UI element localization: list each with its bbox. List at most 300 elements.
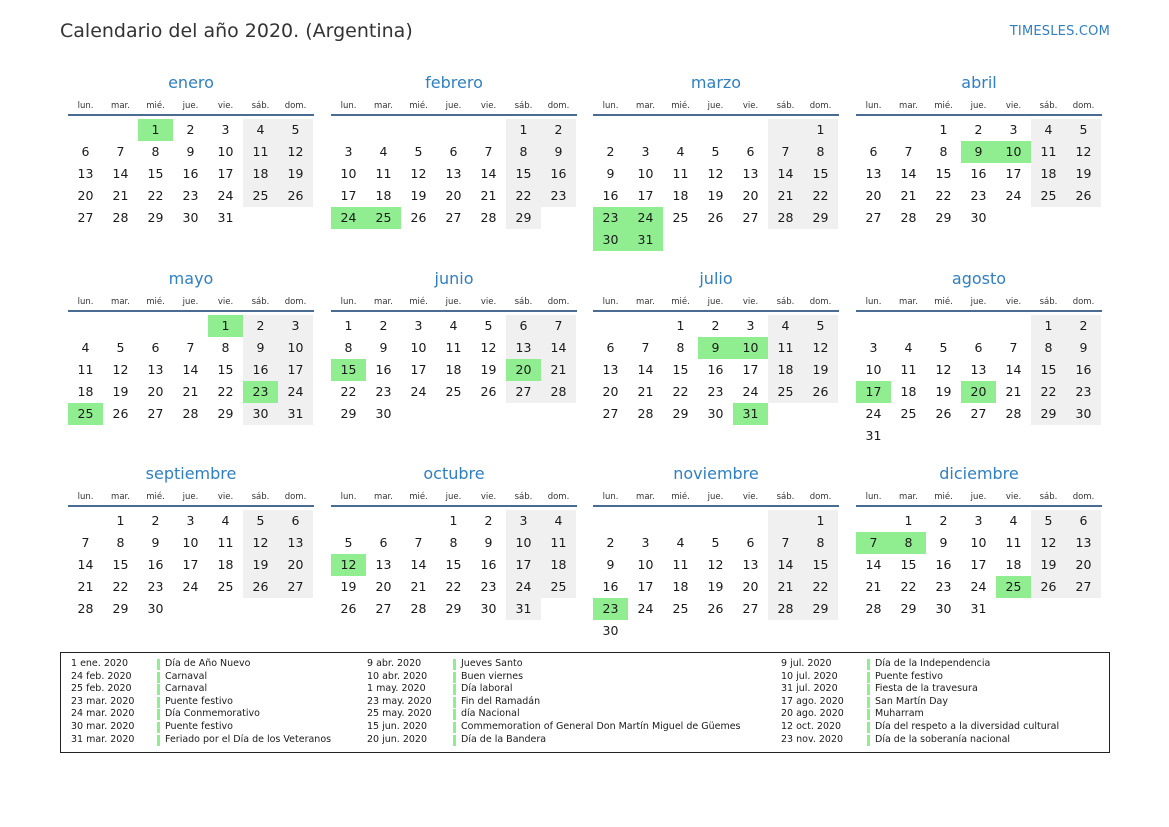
- legend-holiday-name: Día del respeto a la diversidad cultural: [875, 720, 1060, 732]
- holiday-day-cell: 30: [593, 229, 628, 251]
- empty-day-cell: [243, 598, 278, 620]
- weekday-label: mar.: [374, 101, 393, 111]
- day-cell: 20: [375, 579, 392, 594]
- day-cell: 5: [116, 340, 125, 355]
- day-cell: 23: [707, 384, 724, 399]
- legend-color-swatch: [453, 735, 456, 746]
- day-cell: 27: [445, 210, 462, 225]
- empty-day-cell: [663, 510, 698, 532]
- day-cell: 9: [606, 166, 615, 181]
- day-cell: 9: [1066, 337, 1101, 359]
- week-row: [856, 576, 1102, 598]
- day-cell: 21: [637, 384, 654, 399]
- weekday-label: mié.: [934, 297, 953, 307]
- legend-color-swatch: [453, 709, 456, 720]
- day-cell: 7: [1009, 340, 1018, 355]
- legend-holiday-name: Feriado por el Día de los Veteranos: [165, 733, 332, 745]
- legend-date: 25 may. 2020: [367, 708, 432, 720]
- legend-date: 12 oct. 2020: [781, 720, 842, 732]
- weekday-label: mar.: [111, 101, 130, 111]
- weekday-label: vie.: [742, 492, 759, 502]
- month-abril: [856, 72, 1102, 229]
- weekday-label: jue.: [707, 492, 724, 502]
- weekday-label: mar.: [899, 101, 918, 111]
- holiday-day-cell: 20: [506, 359, 541, 381]
- weekday-label: mar.: [636, 297, 655, 307]
- day-cell: 13: [1066, 532, 1101, 554]
- day-cell: 25: [768, 381, 803, 403]
- legend-holiday-name: Puente festivo: [165, 720, 233, 732]
- weekday-label: sáb.: [776, 492, 795, 502]
- day-cell: 5: [243, 510, 278, 532]
- holiday-day-cell: 8: [891, 532, 926, 554]
- week-row: [856, 425, 1102, 447]
- legend-color-swatch: [867, 697, 870, 708]
- day-cell: 10: [217, 144, 234, 159]
- day-cell: 12: [278, 141, 313, 163]
- day-cell: 11: [768, 337, 803, 359]
- weekday-label: lun.: [602, 492, 619, 502]
- legend-item: [61, 721, 331, 734]
- week-row: [593, 207, 839, 229]
- legend-holiday-name: Puente festivo: [165, 695, 233, 707]
- holiday-day-cell: 31: [733, 403, 768, 425]
- day-cell: 3: [221, 122, 230, 137]
- day-cell: 27: [602, 406, 619, 421]
- weekday-label: mié.: [671, 101, 690, 111]
- day-cell: 22: [506, 185, 541, 207]
- day-cell: 12: [803, 337, 838, 359]
- weekday-label: mié.: [409, 101, 428, 111]
- legend-date: 20 jun. 2020: [367, 733, 428, 745]
- empty-day-cell: [768, 510, 803, 532]
- day-cell: 11: [217, 535, 234, 550]
- weekday-label: jue.: [182, 492, 199, 502]
- weekday-label: vie.: [480, 101, 497, 111]
- legend-date: 17 ago. 2020: [781, 695, 844, 707]
- weekday-label: lun.: [340, 297, 357, 307]
- day-cell: 12: [243, 532, 278, 554]
- day-cell: 19: [935, 384, 952, 399]
- day-cell: 15: [112, 557, 129, 572]
- legend-color-swatch: [157, 735, 160, 746]
- day-cell: 27: [278, 576, 313, 598]
- days-grid: [593, 312, 839, 425]
- legend-color-swatch: [453, 672, 456, 683]
- day-cell: 22: [217, 384, 234, 399]
- days-grid: [331, 507, 577, 620]
- empty-day-cell: [768, 403, 803, 425]
- day-cell: 3: [344, 144, 353, 159]
- legend-date: 15 jun. 2020: [367, 720, 428, 732]
- legend-color-swatch: [867, 735, 870, 746]
- day-cell: 30: [147, 601, 164, 616]
- empty-day-cell: [891, 315, 926, 337]
- days-grid: [856, 116, 1102, 229]
- day-cell: 28: [480, 210, 497, 225]
- legend-date: 31 mar. 2020: [71, 733, 135, 745]
- day-cell: 10: [278, 337, 313, 359]
- day-cell: 30: [1066, 403, 1101, 425]
- holiday-day-cell: 1: [208, 315, 243, 337]
- week-row: [856, 381, 1102, 403]
- holiday-day-cell: 24: [331, 207, 366, 229]
- day-cell: 24: [506, 576, 541, 598]
- day-cell: 31: [970, 601, 987, 616]
- month-diciembre: [856, 463, 1102, 620]
- empty-day-cell: [733, 229, 768, 251]
- day-cell: 19: [707, 188, 724, 203]
- legend-color-swatch: [867, 659, 870, 670]
- legend-holiday-name: Commemoration of General Don Martín Miguel de Güemes: [461, 720, 741, 732]
- day-cell: 16: [602, 579, 619, 594]
- empty-day-cell: [698, 229, 733, 251]
- empty-day-cell: [593, 315, 628, 337]
- holiday-day-cell: 31: [628, 229, 663, 251]
- week-row: [68, 381, 314, 403]
- day-cell: 14: [182, 362, 199, 377]
- empty-day-cell: [471, 403, 506, 425]
- day-cell: 9: [151, 535, 160, 550]
- empty-day-cell: [996, 598, 1031, 620]
- empty-day-cell: [733, 119, 768, 141]
- day-cell: 1: [904, 513, 913, 528]
- day-cell: 20: [602, 384, 619, 399]
- day-cell: 6: [606, 340, 615, 355]
- legend-date: 24 mar. 2020: [71, 708, 135, 720]
- week-row: [593, 337, 839, 359]
- day-cell: 17: [742, 362, 759, 377]
- day-cell: 18: [541, 554, 576, 576]
- weekday-label: lun.: [865, 297, 882, 307]
- weekday-label: mar.: [636, 492, 655, 502]
- day-cell: 9: [484, 535, 493, 550]
- legend-color-swatch: [453, 722, 456, 733]
- day-cell: 2: [974, 122, 983, 137]
- day-cell: 11: [375, 166, 392, 181]
- weekday-label: vie.: [1005, 101, 1022, 111]
- week-row: [68, 576, 314, 598]
- weekday-label: mié.: [934, 101, 953, 111]
- week-row: [593, 510, 839, 532]
- month-name: mayo: [168, 269, 214, 288]
- legend-item: [61, 734, 331, 747]
- day-cell: 21: [1005, 384, 1022, 399]
- empty-day-cell: [436, 403, 471, 425]
- day-cell: 12: [1066, 141, 1101, 163]
- weekday-header: [331, 96, 577, 116]
- day-cell: 13: [278, 532, 313, 554]
- weekday-label: sáb.: [251, 297, 270, 307]
- day-cell: 1: [803, 510, 838, 532]
- holiday-day-cell: 25: [996, 576, 1031, 598]
- legend-color-swatch: [157, 722, 160, 733]
- holiday-day-cell: 9: [961, 141, 996, 163]
- weekday-label: mar.: [111, 492, 130, 502]
- day-cell: 7: [768, 141, 803, 163]
- day-cell: 9: [186, 144, 195, 159]
- day-cell: 29: [1031, 403, 1066, 425]
- day-cell: 8: [449, 535, 458, 550]
- day-cell: 7: [541, 315, 576, 337]
- empty-day-cell: [1031, 598, 1066, 620]
- holiday-day-cell: 25: [68, 403, 103, 425]
- day-cell: 8: [344, 340, 353, 355]
- day-cell: 19: [707, 579, 724, 594]
- day-cell: 24: [182, 579, 199, 594]
- day-cell: 3: [506, 510, 541, 532]
- empty-day-cell: [68, 510, 103, 532]
- legend-date: 25 feb. 2020: [71, 683, 132, 695]
- weekday-label: vie.: [217, 492, 234, 502]
- month-name: agosto: [951, 269, 1007, 288]
- day-cell: 13: [865, 166, 882, 181]
- weekday-header: [856, 292, 1102, 312]
- week-row: [331, 359, 577, 381]
- day-cell: 12: [1031, 532, 1066, 554]
- month-name: octubre: [423, 464, 485, 483]
- day-cell: 9: [939, 535, 948, 550]
- week-row: [593, 598, 839, 620]
- weekday-label: lun.: [77, 101, 94, 111]
- weekday-label: jue.: [445, 492, 462, 502]
- weekday-label: mar.: [636, 101, 655, 111]
- legend-item: [61, 671, 331, 684]
- day-cell: 13: [742, 557, 759, 572]
- day-cell: 20: [1066, 554, 1101, 576]
- day-cell: 11: [1005, 535, 1022, 550]
- legend-item: [357, 696, 741, 709]
- week-row: [856, 403, 1102, 425]
- day-cell: 19: [1066, 163, 1101, 185]
- weekday-label: mar.: [899, 492, 918, 502]
- day-cell: 2: [243, 315, 278, 337]
- day-cell: 20: [742, 188, 759, 203]
- holiday-day-cell: 23: [243, 381, 278, 403]
- week-row: [856, 337, 1102, 359]
- days-grid: [68, 507, 314, 620]
- day-cell: 14: [112, 166, 129, 181]
- weekday-label: vie.: [217, 297, 234, 307]
- empty-day-cell: [663, 229, 698, 251]
- empty-day-cell: [996, 315, 1031, 337]
- day-cell: 22: [445, 579, 462, 594]
- day-cell: 4: [768, 315, 803, 337]
- day-cell: 18: [1031, 163, 1066, 185]
- day-cell: 2: [186, 122, 195, 137]
- day-cell: 26: [1031, 576, 1066, 598]
- legend-date: 23 nov. 2020: [781, 733, 844, 745]
- week-row: [331, 141, 577, 163]
- day-cell: 26: [707, 210, 724, 225]
- day-cell: 5: [711, 535, 720, 550]
- days-grid: [593, 507, 839, 642]
- day-cell: 24: [278, 381, 313, 403]
- day-cell: 8: [116, 535, 125, 550]
- weekday-label: dom.: [547, 297, 570, 307]
- day-cell: 16: [1066, 359, 1101, 381]
- day-cell: 19: [340, 579, 357, 594]
- holiday-day-cell: 1: [138, 119, 173, 141]
- day-cell: 1: [676, 318, 685, 333]
- legend-holiday-name: Buen viernes: [461, 670, 524, 682]
- empty-day-cell: [698, 510, 733, 532]
- weekday-label: sáb.: [1039, 297, 1058, 307]
- day-cell: 4: [379, 144, 388, 159]
- weekday-label: lun.: [77, 297, 94, 307]
- holiday-day-cell: 17: [856, 381, 891, 403]
- day-cell: 4: [676, 144, 685, 159]
- site-link[interactable]: TIMESLES.COM: [1009, 24, 1110, 39]
- day-cell: 2: [379, 318, 388, 333]
- weekday-label: dom.: [284, 101, 307, 111]
- weekday-label: sáb.: [251, 101, 270, 111]
- legend-date: 10 abr. 2020: [367, 670, 428, 682]
- day-cell: 1: [1031, 315, 1066, 337]
- day-cell: 2: [541, 119, 576, 141]
- days-grid: [331, 312, 577, 425]
- day-cell: 6: [278, 510, 313, 532]
- day-cell: 2: [606, 535, 615, 550]
- day-cell: 22: [803, 185, 838, 207]
- empty-day-cell: [243, 207, 278, 229]
- day-cell: 15: [803, 554, 838, 576]
- empty-day-cell: [103, 119, 138, 141]
- day-cell: 1: [344, 318, 353, 333]
- empty-day-cell: [103, 315, 138, 337]
- day-cell: 14: [541, 337, 576, 359]
- day-cell: 26: [340, 601, 357, 616]
- day-cell: 5: [803, 315, 838, 337]
- week-row: [331, 598, 577, 620]
- day-cell: 17: [506, 554, 541, 576]
- empty-day-cell: [278, 207, 313, 229]
- legend-holiday-name: Jueves Santo: [461, 658, 523, 669]
- day-cell: 11: [541, 532, 576, 554]
- empty-day-cell: [366, 510, 401, 532]
- week-row: [593, 185, 839, 207]
- days-grid: [856, 312, 1102, 447]
- day-cell: 19: [1031, 554, 1066, 576]
- day-cell: 9: [606, 557, 615, 572]
- legend-color-swatch: [157, 684, 160, 695]
- week-row: [68, 163, 314, 185]
- day-cell: 17: [637, 579, 654, 594]
- day-cell: 14: [865, 557, 882, 572]
- empty-day-cell: [1031, 207, 1066, 229]
- month-name: diciembre: [939, 464, 1019, 483]
- day-cell: 15: [935, 166, 952, 181]
- legend-item: [61, 696, 331, 709]
- weekday-label: sáb.: [1039, 492, 1058, 502]
- empty-day-cell: [628, 620, 663, 642]
- day-cell: 27: [375, 601, 392, 616]
- empty-day-cell: [68, 119, 103, 141]
- month-name: septiembre: [145, 464, 237, 483]
- empty-day-cell: [856, 119, 891, 141]
- day-cell: 28: [541, 381, 576, 403]
- weekday-label: sáb.: [1039, 101, 1058, 111]
- day-cell: 26: [707, 601, 724, 616]
- empty-day-cell: [541, 207, 576, 229]
- day-cell: 14: [1005, 362, 1022, 377]
- legend-holiday-name: Día de la Bandera: [461, 733, 547, 745]
- empty-day-cell: [856, 315, 891, 337]
- legend-item: [357, 721, 741, 734]
- week-row: [68, 510, 314, 532]
- weekday-label: vie.: [742, 101, 759, 111]
- week-row: [593, 576, 839, 598]
- day-cell: 20: [278, 554, 313, 576]
- legend-color-swatch: [157, 672, 160, 683]
- day-cell: 2: [939, 513, 948, 528]
- day-cell: 12: [707, 557, 724, 572]
- day-cell: 21: [182, 384, 199, 399]
- day-cell: 27: [742, 210, 759, 225]
- empty-day-cell: [68, 315, 103, 337]
- week-row: [856, 554, 1102, 576]
- day-cell: 14: [77, 557, 94, 572]
- day-cell: 12: [410, 166, 427, 181]
- weekday-label: sáb.: [514, 297, 533, 307]
- weekday-label: jue.: [970, 297, 987, 307]
- week-row: [856, 315, 1102, 337]
- legend-holiday-name: Puente festivo: [875, 670, 943, 682]
- day-cell: 5: [344, 535, 353, 550]
- day-cell: 18: [77, 384, 94, 399]
- day-cell: 15: [672, 362, 689, 377]
- day-cell: 16: [480, 557, 497, 572]
- weekday-label: lun.: [602, 297, 619, 307]
- week-row: [331, 315, 577, 337]
- day-cell: 23: [1066, 381, 1101, 403]
- holiday-legend: [60, 652, 1110, 753]
- day-cell: 5: [414, 144, 423, 159]
- week-row: [68, 554, 314, 576]
- weekday-header: [593, 487, 839, 507]
- weekday-label: vie.: [742, 297, 759, 307]
- empty-day-cell: [1066, 598, 1101, 620]
- empty-day-cell: [471, 119, 506, 141]
- week-row: [593, 554, 839, 576]
- weekday-label: jue.: [970, 492, 987, 502]
- day-cell: 27: [1066, 576, 1101, 598]
- weekday-header: [856, 96, 1102, 116]
- day-cell: 30: [375, 406, 392, 421]
- day-cell: 26: [935, 406, 952, 421]
- day-cell: 8: [803, 141, 838, 163]
- legend-holiday-name: Fin del Ramadán: [461, 695, 541, 707]
- week-row: [331, 337, 577, 359]
- day-cell: 19: [480, 362, 497, 377]
- legend-holiday-name: Muharram: [875, 708, 924, 720]
- empty-day-cell: [926, 315, 961, 337]
- legend-item: [771, 671, 1059, 684]
- legend-date: 1 may. 2020: [367, 683, 426, 695]
- day-cell: 5: [711, 144, 720, 159]
- week-row: [331, 554, 577, 576]
- legend-color-swatch: [453, 659, 456, 670]
- day-cell: 29: [803, 207, 838, 229]
- day-cell: 16: [243, 359, 278, 381]
- day-cell: 10: [970, 535, 987, 550]
- day-cell: 4: [243, 119, 278, 141]
- holiday-day-cell: 12: [331, 554, 366, 576]
- empty-day-cell: [803, 620, 838, 642]
- day-cell: 8: [676, 340, 685, 355]
- day-cell: 21: [112, 188, 129, 203]
- legend-holiday-name: día Nacional: [461, 708, 520, 720]
